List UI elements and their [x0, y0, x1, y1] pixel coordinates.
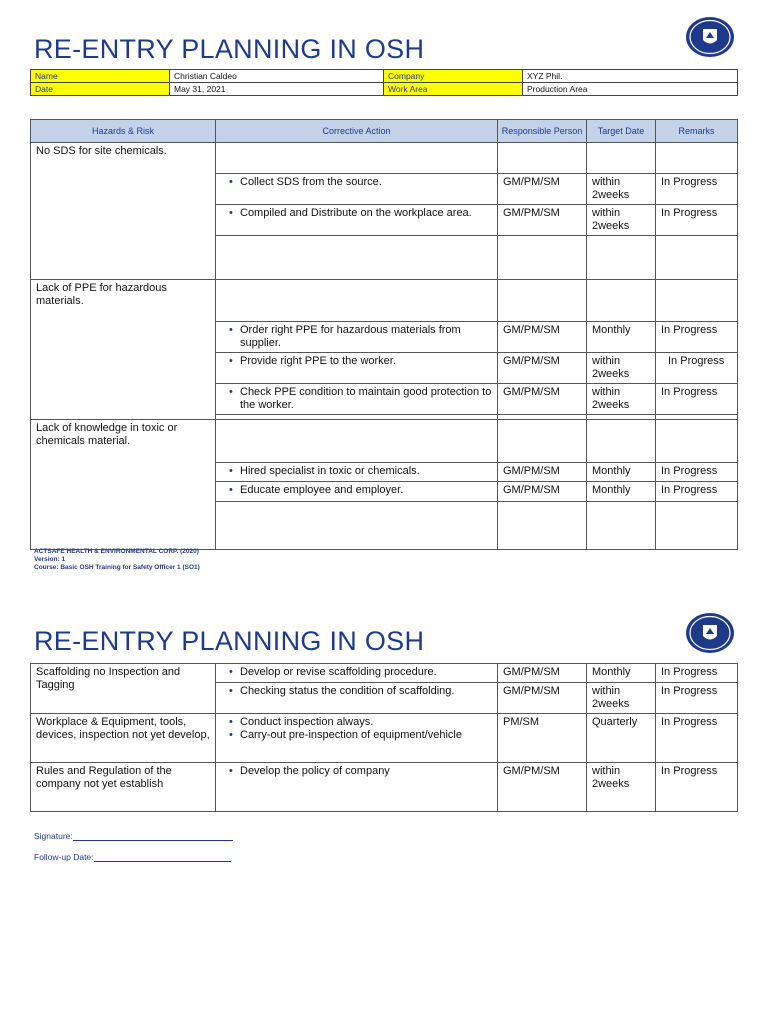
header-action: Corrective Action	[216, 120, 498, 143]
work-area-value: Production Area	[523, 83, 738, 96]
action-text: Develop the policy of company	[240, 765, 390, 777]
bullet-icon: •	[229, 386, 233, 398]
header-hazard: Hazards & Risk	[31, 120, 216, 143]
remarks-cell: In Progress	[656, 664, 738, 683]
info-table	[30, 69, 738, 96]
action-cell	[216, 664, 498, 683]
bullet-icon: •	[229, 324, 233, 336]
hazards-table-continued	[30, 663, 738, 812]
work-area-label: Work Area	[384, 83, 523, 96]
action-cell	[216, 322, 498, 353]
signature-label: Signature:	[34, 831, 73, 841]
footer	[34, 548, 200, 572]
action-text: Compiled and Distribute on the workplace area.	[240, 207, 472, 219]
bullet-icon: •	[229, 207, 233, 219]
table-row	[31, 714, 738, 763]
target-cell: Monthly	[587, 463, 656, 482]
bullet-icon: •	[229, 176, 233, 188]
date-value: May 31, 2021	[170, 83, 384, 96]
empty-cell	[216, 143, 498, 174]
person-cell: GM/PM/SM	[498, 482, 587, 502]
table-row	[31, 763, 738, 812]
bullet-icon: •	[229, 355, 233, 367]
target-cell: within 2weeks	[587, 384, 656, 415]
shield-crest-icon	[685, 16, 735, 58]
header-target: Target Date	[587, 120, 656, 143]
remarks-cell: In Progress	[656, 714, 738, 763]
action-cell	[216, 683, 498, 714]
action-text: Order right PPE for hazardous materials from supplier.	[240, 324, 461, 349]
action-text: Collect SDS from the source.	[240, 176, 382, 188]
person-cell: GM/PM/SM	[498, 353, 587, 384]
remarks-cell: In Progress	[656, 463, 738, 482]
bullet-icon: •	[229, 716, 233, 728]
target-cell: within 2weeks	[587, 174, 656, 205]
action-cell	[216, 482, 498, 502]
person-cell: GM/PM/SM	[498, 322, 587, 353]
remarks-cell: In Progress	[656, 384, 738, 415]
hazard-cell: Rules and Regulation of the company not yet establish	[31, 763, 216, 812]
target-cell: Quarterly	[587, 714, 656, 763]
date-label: Date	[31, 83, 170, 96]
target-cell: within 2weeks	[587, 353, 656, 384]
action-text: Hired specialist in toxic or chemicals.	[240, 465, 420, 477]
action-text: Carry-out pre-inspection of equipment/vehicle	[240, 729, 462, 741]
followup-line	[94, 861, 231, 862]
name-value: Christian Caldeo	[170, 70, 384, 83]
action-text: Educate employee and employer.	[240, 484, 404, 496]
remarks-cell: In Progress	[656, 205, 738, 236]
action-text: Checking status the condition of scaffolding.	[240, 685, 455, 697]
remarks-cell: In Progress	[656, 683, 738, 714]
remarks-cell: In Progress	[656, 353, 738, 384]
target-cell: within 2weeks	[587, 763, 656, 812]
bullet-icon: •	[229, 765, 233, 777]
action-text: Provide right PPE to the worker.	[240, 355, 396, 367]
header-remarks: Remarks	[656, 120, 738, 143]
hazard-cell: Scaffolding no Inspection and Tagging	[31, 664, 216, 714]
signature-line	[73, 840, 233, 841]
action-text: Develop or revise scaffolding procedure.	[240, 666, 437, 678]
name-label: Name	[31, 70, 170, 83]
action-cell	[216, 714, 498, 763]
bullet-icon: •	[229, 685, 233, 697]
action-text: Check PPE condition to maintain good protection to the worker.	[240, 386, 492, 411]
remarks-cell: In Progress	[656, 174, 738, 205]
shield-crest-icon	[685, 612, 735, 654]
hazard-cell: Lack of PPE for hazardous materials.	[31, 280, 216, 420]
followup-label: Follow-up Date:	[34, 852, 94, 862]
target-cell: Monthly	[587, 482, 656, 502]
hazard-cell: No SDS for site chemicals.	[31, 143, 216, 280]
action-cell	[216, 205, 498, 236]
header-person: Responsible Person	[498, 120, 587, 143]
action-cell	[216, 174, 498, 205]
person-cell: GM/PM/SM	[498, 664, 587, 683]
hazard-cell: Lack of knowledge in toxic or chemicals material.	[31, 420, 216, 550]
page-title: RE-ENTRY PLANNING IN OSH	[34, 34, 425, 64]
action-cell	[216, 353, 498, 384]
target-cell: Monthly	[587, 664, 656, 683]
followup-date-field[interactable]	[34, 852, 231, 862]
person-cell: PM/SM	[498, 714, 587, 763]
person-cell: GM/PM/SM	[498, 763, 587, 812]
person-cell: GM/PM/SM	[498, 463, 587, 482]
bullet-icon: •	[229, 666, 233, 678]
person-cell: GM/PM/SM	[498, 174, 587, 205]
company-label: Company	[384, 70, 523, 83]
remarks-cell: In Progress	[656, 482, 738, 502]
page-title: RE-ENTRY PLANNING IN OSH	[34, 626, 425, 656]
person-cell: GM/PM/SM	[498, 205, 587, 236]
bullet-icon: •	[229, 484, 233, 496]
company-value: XYZ Phil.	[523, 70, 738, 83]
signature-field[interactable]	[34, 831, 233, 841]
action-cell	[216, 763, 498, 812]
hazards-table	[30, 119, 738, 550]
person-cell: GM/PM/SM	[498, 384, 587, 415]
bullet-icon: •	[229, 465, 233, 477]
remarks-cell: In Progress	[656, 322, 738, 353]
target-cell: within 2weeks	[587, 205, 656, 236]
remarks-cell: In Progress	[656, 763, 738, 812]
target-cell: Monthly	[587, 322, 656, 353]
footer-course: Course: Basic OSH Training for Safety Officer 1 (SO1)	[34, 564, 200, 571]
action-text: Conduct inspection always.	[240, 716, 374, 728]
table-row	[31, 664, 738, 683]
bullet-icon: •	[229, 729, 233, 741]
action-cell	[216, 384, 498, 415]
hazard-cell: Workplace & Equipment, tools, devices, inspection not yet develop,	[31, 714, 216, 763]
footer-version: Version: 1	[34, 556, 66, 563]
target-cell: within 2weeks	[587, 683, 656, 714]
action-cell	[216, 463, 498, 482]
footer-company: ACTSAFE HEALTH & ENVIRONMENTAL CORP. (2020)	[34, 548, 199, 555]
person-cell: GM/PM/SM	[498, 683, 587, 714]
